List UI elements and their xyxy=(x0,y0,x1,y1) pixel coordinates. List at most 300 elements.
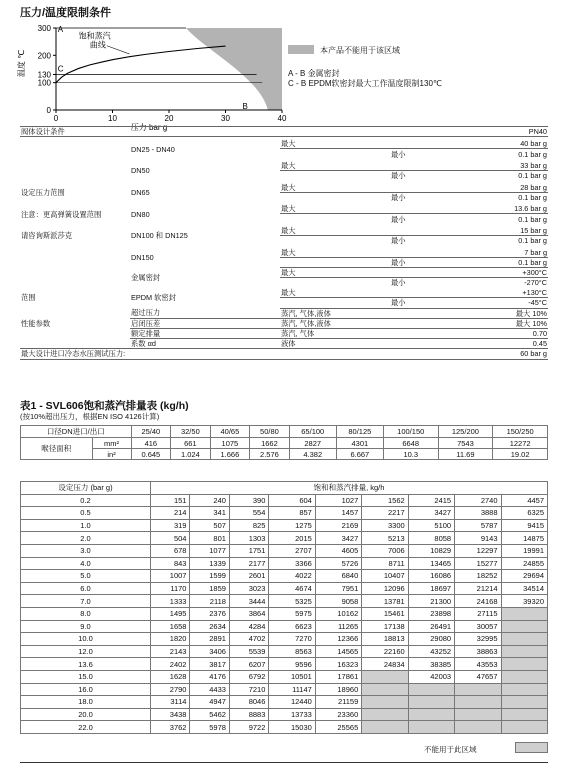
blank xyxy=(280,170,390,180)
dn-min: 0.1 bar g xyxy=(518,214,547,224)
capacity-cell: 32995 xyxy=(455,633,501,646)
blank xyxy=(280,214,390,224)
max-label: 最大 xyxy=(280,288,390,298)
dn-label: 口径DN进口/出口 xyxy=(21,426,132,438)
blank xyxy=(280,278,390,288)
capacity-cell xyxy=(501,696,547,709)
blank xyxy=(390,288,441,298)
capacity-cell: 5325 xyxy=(269,595,315,608)
set-pressure-cell: 20.0 xyxy=(21,708,151,721)
dn-max: 13.6 bar g xyxy=(441,202,548,214)
capacity-cell: 2217 xyxy=(362,507,408,520)
design-left-label xyxy=(20,246,130,268)
capacity-cell: 5100 xyxy=(408,519,454,532)
capacity-cell: 3817 xyxy=(190,658,229,671)
capacity-cell: 857 xyxy=(269,507,315,520)
curve-label-leader xyxy=(107,46,130,54)
capacity-row xyxy=(21,519,548,532)
capacity-cell: 9415 xyxy=(501,519,547,532)
capacity-cell xyxy=(501,721,547,734)
capacity-cell: 4605 xyxy=(315,544,361,557)
na-swatch xyxy=(515,742,548,753)
capacity-cell xyxy=(501,633,547,646)
capacity-cell: 2143 xyxy=(151,645,190,658)
capacity-cell: 24834 xyxy=(362,658,408,671)
min-label: 最小 xyxy=(390,257,441,267)
in2-cell: 1.024 xyxy=(171,449,211,460)
capacity-cell: 10407 xyxy=(362,570,408,583)
capacity-cell: 801 xyxy=(190,532,229,545)
na-note: 不能用于此区域 xyxy=(424,745,477,754)
perf-value: 0.70 xyxy=(441,328,548,338)
orifice-mm2-row xyxy=(21,438,548,449)
dn-min: 0.1 bar g xyxy=(518,192,547,202)
capacity-row xyxy=(21,595,548,608)
capacity-cell: 2415 xyxy=(408,494,454,507)
x-axis-label: 压力 bar g xyxy=(130,123,168,132)
capacity-cell xyxy=(501,620,547,633)
capacity-cell: 18697 xyxy=(408,582,454,595)
capacity-cell: 7270 xyxy=(269,633,315,646)
seal-min: -270°C xyxy=(524,278,547,288)
capacity-cell: 47657 xyxy=(455,670,501,683)
set-pressure-cell: 5.0 xyxy=(21,570,151,583)
blank xyxy=(390,202,441,214)
capacity-cell: 2634 xyxy=(190,620,229,633)
capacity-cell: 6623 xyxy=(269,620,315,633)
capacity-cell: 678 xyxy=(151,544,190,557)
capacity-cell xyxy=(455,683,501,696)
blank xyxy=(390,137,441,149)
set-pressure-cell: 13.6 xyxy=(21,658,151,671)
capacity-table xyxy=(20,481,548,734)
capacity-cell: 10829 xyxy=(408,544,454,557)
y-tick-label: 130 xyxy=(37,70,51,80)
capacity-cell: 27115 xyxy=(455,607,501,620)
set-pressure-cell: 1.0 xyxy=(21,519,151,532)
capacity-cell xyxy=(455,721,501,734)
blank xyxy=(390,339,441,349)
dn-name: DN65 xyxy=(131,187,150,197)
in2-cell: 19.02 xyxy=(493,449,548,460)
table1-title: 表1 - SVL606饱和蒸汽排量表 (kg/h) xyxy=(20,400,189,412)
perf-medium: 蒸汽, 气体,液体 xyxy=(280,308,390,318)
shaded-legend-swatch xyxy=(288,45,314,54)
legend-cb: C - B EPDM软密封最大工作温度限制130℃ xyxy=(288,79,442,88)
capacity-cell: 6207 xyxy=(229,658,268,671)
capacity-cell: 11147 xyxy=(269,683,315,696)
design-left-label xyxy=(20,137,130,159)
seal-max: +300°C xyxy=(441,267,548,277)
capacity-row xyxy=(21,683,548,696)
set-pressure-cell: 16.0 xyxy=(21,683,151,696)
capacity-cell: 1562 xyxy=(362,494,408,507)
blank xyxy=(280,257,390,267)
set-pressure-cell: 10.0 xyxy=(21,633,151,646)
capacity-cell: 12440 xyxy=(269,696,315,709)
in2-cell: 1.666 xyxy=(210,449,250,460)
dn-max: 15 bar g xyxy=(441,224,548,236)
capacity-cell: 10162 xyxy=(315,607,361,620)
design-conditions-table xyxy=(20,126,548,360)
blank xyxy=(390,328,441,338)
design-row xyxy=(20,224,548,236)
capacity-cell: 843 xyxy=(151,557,190,570)
blank xyxy=(390,267,441,277)
blank xyxy=(280,127,390,137)
capacity-cell xyxy=(501,670,547,683)
capacity-row xyxy=(21,557,548,570)
design-header-left: 阀体设计条件 xyxy=(20,127,130,137)
unit-mm2: mm² xyxy=(92,438,131,449)
capacity-cell: 5978 xyxy=(190,721,229,734)
capacity-cell xyxy=(362,708,408,721)
capacity-cell: 3300 xyxy=(362,519,408,532)
set-pressure-cell: 8.0 xyxy=(21,607,151,620)
set-pressure-cell: 12.0 xyxy=(21,645,151,658)
capacity-cell: 29080 xyxy=(408,633,454,646)
capacity-cell: 1859 xyxy=(190,582,229,595)
point-label-a: A xyxy=(57,25,64,35)
capacity-cell: 2376 xyxy=(190,607,229,620)
unit-in2: in² xyxy=(92,449,131,460)
set-pressure-cell: 4.0 xyxy=(21,557,151,570)
capacity-row xyxy=(21,670,548,683)
perf-name: 超过压力 xyxy=(130,308,280,318)
capacity-cell: 22160 xyxy=(362,645,408,658)
max-label: 最大 xyxy=(280,181,390,193)
capacity-cell: 507 xyxy=(190,519,229,532)
set-pressure-cell: 9.0 xyxy=(21,620,151,633)
perf-medium: 蒸汽, 气体 xyxy=(280,328,390,338)
capacity-cell: 13781 xyxy=(362,595,408,608)
capacity-cell: 1457 xyxy=(315,507,361,520)
capacity-cell: 24168 xyxy=(455,595,501,608)
capacity-cell: 4702 xyxy=(229,633,268,646)
capacity-cell: 1628 xyxy=(151,670,190,683)
perf-label: 性能参数 xyxy=(21,318,51,328)
min-label: 最小 xyxy=(391,236,406,246)
capacity-cell: 9143 xyxy=(455,532,501,545)
perf-value: 最大 10% xyxy=(441,318,548,328)
section-title: 压力/温度限制条件 xyxy=(20,7,112,19)
capacity-cell: 30057 xyxy=(455,620,501,633)
capacity-cell: 604 xyxy=(269,494,315,507)
design-header-right: PN40 xyxy=(441,127,548,137)
capacity-cell: 5539 xyxy=(229,645,268,658)
capacity-cell: 17861 xyxy=(315,670,361,683)
set-pressure-cell: 6.0 xyxy=(21,582,151,595)
dn-name: DN50 xyxy=(131,166,150,176)
capacity-header: 饱和和蒸汽排量, kg/h xyxy=(151,482,548,495)
blank xyxy=(390,246,441,258)
perf-name: 启闭压差 xyxy=(130,318,280,328)
capacity-header-row xyxy=(21,482,548,495)
capacity-cell: 1751 xyxy=(229,544,268,557)
capacity-cell: 4947 xyxy=(190,696,229,709)
capacity-cell: 214 xyxy=(151,507,190,520)
y-tick-label: 0 xyxy=(46,106,51,115)
capacity-cell xyxy=(455,696,501,709)
design-row xyxy=(20,339,548,349)
capacity-row xyxy=(21,658,548,671)
capacity-cell: 341 xyxy=(190,507,229,520)
capacity-cell: 21214 xyxy=(455,582,501,595)
blank xyxy=(280,235,390,245)
area-label: 喉径面积 xyxy=(21,438,93,460)
design-row xyxy=(20,246,548,258)
x-tick-label: 30 xyxy=(221,114,230,123)
capacity-row xyxy=(21,620,548,633)
capacity-cell: 319 xyxy=(151,519,190,532)
unusable-region xyxy=(186,28,282,110)
capacity-cell: 42003 xyxy=(408,670,454,683)
capacity-cell: 2707 xyxy=(269,544,315,557)
capacity-cell: 2402 xyxy=(151,658,190,671)
capacity-cell: 34514 xyxy=(501,582,547,595)
size-cell: 32/50 xyxy=(171,426,211,438)
capacity-cell: 12297 xyxy=(455,544,501,557)
capacity-row xyxy=(21,532,548,545)
capacity-cell: 6792 xyxy=(229,670,268,683)
set-pressure-cell: 7.0 xyxy=(21,595,151,608)
capacity-row xyxy=(21,645,548,658)
design-row xyxy=(20,202,548,214)
capacity-cell: 16086 xyxy=(408,570,454,583)
dn-max: 33 bar g xyxy=(441,159,548,171)
capacity-cell: 240 xyxy=(190,494,229,507)
hydro-value: 60 bar g xyxy=(441,349,548,359)
capacity-cell: 4433 xyxy=(190,683,229,696)
capacity-cell: 24855 xyxy=(501,557,547,570)
capacity-row xyxy=(21,607,548,620)
capacity-cell: 3427 xyxy=(408,507,454,520)
perf-medium: 液体 xyxy=(280,339,390,349)
perf-label xyxy=(20,328,130,338)
capacity-cell: 11265 xyxy=(315,620,361,633)
min-label: 最小 xyxy=(391,278,406,288)
capacity-row xyxy=(21,507,548,520)
x-tick-label: 20 xyxy=(164,114,174,123)
capacity-cell: 2015 xyxy=(269,532,315,545)
capacity-cell: 3864 xyxy=(229,607,268,620)
capacity-cell: 3406 xyxy=(190,645,229,658)
capacity-cell: 15030 xyxy=(269,721,315,734)
capacity-cell: 16323 xyxy=(315,658,361,671)
min-label: 最小 xyxy=(391,214,406,224)
capacity-cell: 1339 xyxy=(190,557,229,570)
design-left-label xyxy=(20,159,130,181)
capacity-cell: 12366 xyxy=(315,633,361,646)
legend-ab: A - B 金属密封 xyxy=(288,69,340,78)
max-label: 最大 xyxy=(280,246,390,258)
size-cell: 50/80 xyxy=(250,426,290,438)
capacity-cell: 7210 xyxy=(229,683,268,696)
min-label: 最小 xyxy=(391,149,406,159)
capacity-cell xyxy=(501,607,547,620)
capacity-cell xyxy=(501,645,547,658)
mm2-cell: 1662 xyxy=(250,438,290,449)
min-label: 最小 xyxy=(390,298,441,308)
max-label: 最大 xyxy=(280,224,390,236)
perf-label xyxy=(20,308,130,318)
perf-name: 额定排量 xyxy=(130,328,280,338)
capacity-cell xyxy=(408,683,454,696)
capacity-cell: 21159 xyxy=(315,696,361,709)
blank xyxy=(390,181,441,193)
capacity-cell: 14875 xyxy=(501,532,547,545)
capacity-cell: 8046 xyxy=(229,696,268,709)
in2-cell: 0.645 xyxy=(131,449,171,460)
set-pressure-cell: 0.2 xyxy=(21,494,151,507)
capacity-cell: 29694 xyxy=(501,570,547,583)
capacity-cell: 8883 xyxy=(229,708,268,721)
capacity-cell: 2601 xyxy=(229,570,268,583)
capacity-cell: 1333 xyxy=(151,595,190,608)
orifice-table xyxy=(20,425,548,460)
capacity-cell: 6840 xyxy=(315,570,361,583)
capacity-cell xyxy=(362,721,408,734)
blank xyxy=(390,159,441,171)
range-label xyxy=(20,267,130,287)
x-tick-label: 10 xyxy=(108,114,117,123)
set-pressure-cell: 3.0 xyxy=(21,544,151,557)
capacity-cell: 1495 xyxy=(151,607,190,620)
mm2-cell: 416 xyxy=(131,438,171,449)
y-axis-label: 温度 ℃ xyxy=(17,49,26,78)
perf-name: 系数 αd xyxy=(130,339,280,349)
set-pressure-cell: 2.0 xyxy=(21,532,151,545)
in2-cell: 6.667 xyxy=(336,449,383,460)
capacity-cell: 13733 xyxy=(269,708,315,721)
capacity-cell: 3762 xyxy=(151,721,190,734)
mm2-cell: 1075 xyxy=(210,438,250,449)
table1-subtitle: (按10%超出压力，根据EN ISO 4126计算) xyxy=(20,412,160,421)
capacity-cell: 9596 xyxy=(269,658,315,671)
blank xyxy=(130,127,280,137)
dn-min: 0.1 bar g xyxy=(518,236,547,246)
mm2-cell: 6648 xyxy=(383,438,438,449)
seal-min: -45°C xyxy=(441,298,548,308)
capacity-cell: 9058 xyxy=(315,595,361,608)
design-row xyxy=(20,159,548,171)
capacity-cell: 6325 xyxy=(501,507,547,520)
capacity-row xyxy=(21,570,548,583)
dn-min: 0.1 bar g xyxy=(518,149,547,159)
set-pressure-cell: 15.0 xyxy=(21,670,151,683)
capacity-cell: 26491 xyxy=(408,620,454,633)
orifice-header-row xyxy=(21,426,548,438)
mm2-cell: 4301 xyxy=(336,438,383,449)
blank xyxy=(390,318,441,328)
capacity-cell: 3427 xyxy=(315,532,361,545)
dn-name: DN80 xyxy=(131,209,150,219)
capacity-row xyxy=(21,633,548,646)
capacity-cell: 4457 xyxy=(501,494,547,507)
capacity-cell: 1599 xyxy=(190,570,229,583)
capacity-row xyxy=(21,582,548,595)
capacity-cell: 3888 xyxy=(455,507,501,520)
capacity-cell xyxy=(501,708,547,721)
capacity-cell: 18813 xyxy=(362,633,408,646)
point-label-b: B xyxy=(242,102,248,112)
orifice-in2-row xyxy=(21,449,548,460)
capacity-cell: 18960 xyxy=(315,683,361,696)
capacity-cell: 7951 xyxy=(315,582,361,595)
blank xyxy=(280,298,390,308)
capacity-cell: 2891 xyxy=(190,633,229,646)
dn-max: 28 bar g xyxy=(441,181,548,193)
max-label: 最大 xyxy=(280,159,390,171)
capacity-cell: 25565 xyxy=(315,721,361,734)
capacity-cell xyxy=(408,721,454,734)
perf-medium: 蒸汽, 气体,液体 xyxy=(280,318,390,328)
set-pressure-cell: 18.0 xyxy=(21,696,151,709)
capacity-cell: 825 xyxy=(229,519,268,532)
capacity-cell: 1007 xyxy=(151,570,190,583)
seal-name: 金属密封 xyxy=(131,273,161,282)
legend-shaded: 本产品不能用于该区域 xyxy=(320,46,400,55)
mm2-cell: 2827 xyxy=(289,438,336,449)
design-left-label: 设定压力范围 xyxy=(21,187,65,197)
capacity-cell: 15277 xyxy=(455,557,501,570)
capacity-cell: 14565 xyxy=(315,645,361,658)
capacity-cell: 3023 xyxy=(229,582,268,595)
design-row xyxy=(20,328,548,338)
size-cell: 100/150 xyxy=(383,426,438,438)
design-left-label: 请咨询斯派莎克 xyxy=(21,231,73,241)
capacity-cell: 5213 xyxy=(362,532,408,545)
size-cell: 40/65 xyxy=(210,426,250,438)
seal-name: EPDM 软密封 xyxy=(131,293,176,303)
design-row xyxy=(20,318,548,328)
size-cell: 65/100 xyxy=(289,426,336,438)
capacity-cell: 5462 xyxy=(190,708,229,721)
capacity-cell: 8563 xyxy=(269,645,315,658)
capacity-cell: 43252 xyxy=(408,645,454,658)
design-row xyxy=(20,181,548,193)
capacity-cell: 23898 xyxy=(408,607,454,620)
design-row xyxy=(20,349,548,359)
design-row xyxy=(20,137,548,149)
dn-min: 0.1 bar g xyxy=(518,171,547,181)
capacity-cell: 390 xyxy=(229,494,268,507)
capacity-cell: 4176 xyxy=(190,670,229,683)
curve-label: 饱和蒸汽 xyxy=(78,31,111,41)
capacity-cell: 39320 xyxy=(501,595,547,608)
y-tick-label: 200 xyxy=(37,51,51,61)
capacity-cell: 2118 xyxy=(190,595,229,608)
dn-min: 0.1 bar g xyxy=(441,257,548,267)
capacity-cell: 17138 xyxy=(362,620,408,633)
capacity-cell: 1027 xyxy=(315,494,361,507)
point-label-c: C xyxy=(57,64,64,74)
capacity-cell: 3438 xyxy=(151,708,190,721)
in2-cell: 4.382 xyxy=(289,449,336,460)
capacity-cell: 1077 xyxy=(190,544,229,557)
capacity-cell: 4284 xyxy=(229,620,268,633)
design-left-label: 注意：更高弹簧设置范围 xyxy=(21,209,102,219)
perf-label xyxy=(20,339,130,349)
x-tick-label: 40 xyxy=(277,114,287,123)
capacity-cell: 1275 xyxy=(269,519,315,532)
capacity-cell xyxy=(455,708,501,721)
blank xyxy=(390,224,441,236)
dn-name: DN100 和 DN125 xyxy=(131,231,188,241)
capacity-cell: 13465 xyxy=(408,557,454,570)
set-pressure-header: 设定压力 (bar g) xyxy=(21,482,151,495)
capacity-cell: 151 xyxy=(151,494,190,507)
